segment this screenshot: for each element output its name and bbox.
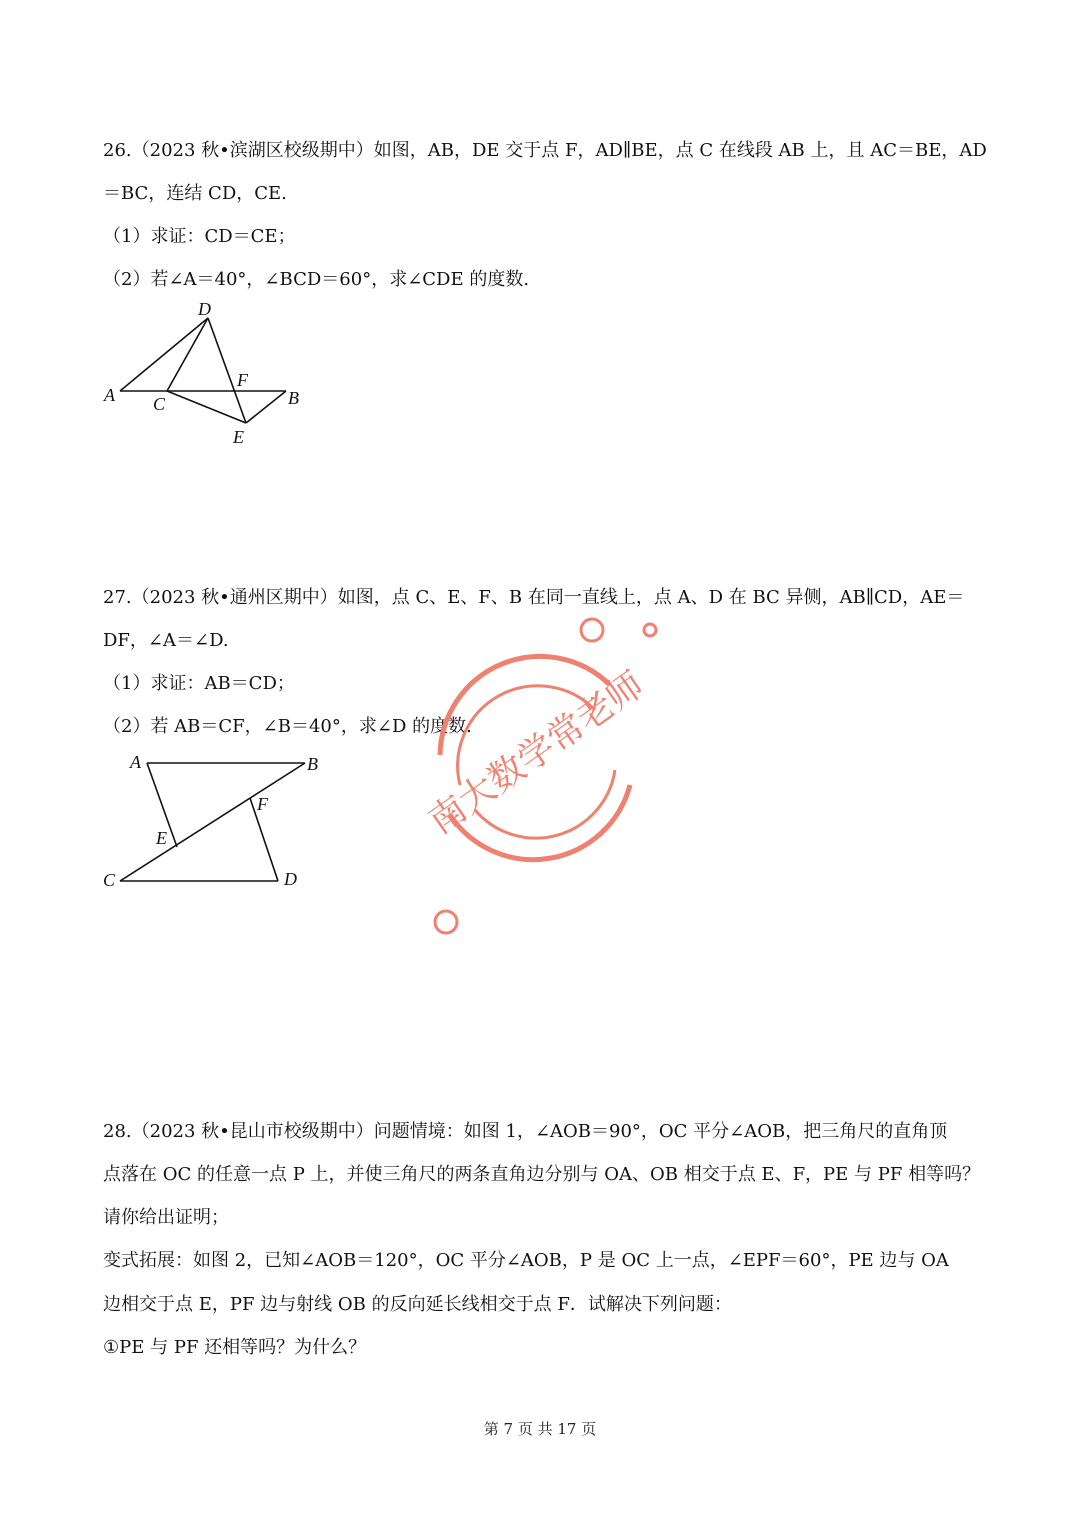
watermark-text: 南大数学常老师 xyxy=(421,664,652,843)
p26-label-D: D xyxy=(198,299,211,319)
p27-label-F: F xyxy=(257,794,268,814)
p26-label-E: E xyxy=(233,427,244,447)
p26-label-C: C xyxy=(153,394,166,414)
p27-line-2: DF，∠A＝∠D. xyxy=(103,630,229,651)
watermark-stamp xyxy=(420,610,670,940)
p26-seg-AD xyxy=(120,318,208,391)
p27-label-B: B xyxy=(307,754,318,774)
p26-seg-BE xyxy=(246,391,286,423)
p26-label-B: B xyxy=(288,388,299,408)
p26-line-1: 26.（2023 秋•滨湖区校级期中）如图，AB，DE 交于点 F，AD∥BE，点 C 在线段 AB 上，且 AC＝BE，AD xyxy=(103,140,987,161)
p28-line-4: 变式拓展：如图 2，已知∠AOB＝120°，OC 平分∠AOB，P 是 OC 上一点，∠EPF＝60°，PE 边与 OA xyxy=(103,1250,949,1271)
p26-label-F: F xyxy=(237,370,248,390)
p28-line-3: 请你给出证明； xyxy=(103,1207,229,1228)
p28-line-6: ①PE 与 PF 还相等吗？为什么？ xyxy=(103,1337,367,1358)
p27-seg-CB xyxy=(120,763,305,881)
p26-label-A: A xyxy=(104,385,115,405)
p27-line-4: （2）若 AB＝CF，∠B＝40°，求∠D 的度数. xyxy=(103,716,472,737)
p26-line-4: （2）若∠A＝40°，∠BCD＝60°，求∠CDE 的度数. xyxy=(103,269,530,290)
p27-label-D: D xyxy=(284,869,297,889)
p26-figure xyxy=(100,296,320,456)
p28-line-2: 点落在 OC 的任意一点 P 上，并使三角尺的两条直角边分别与 OA、OB 相交于点 E、F，PE 与 PF 相等吗？ xyxy=(103,1164,981,1185)
p28-line-1: 28.（2023 秋•昆山市校级期中）问题情境：如图 1，∠AOB＝90°，OC 平分∠AOB，把三角尺的直角顶 xyxy=(103,1121,948,1142)
p28-line-5: 边相交于点 E，PF 边与射线 OB 的反向延长线相交于点 F．试解决下列问题： xyxy=(103,1294,732,1315)
p26-seg-DC xyxy=(167,318,208,391)
p27-line-1: 27.（2023 秋•通州区期中）如图，点 C、E、F、B 在同一直线上，点 A、D 在 BC 异侧，AB∥CD，AE＝ xyxy=(103,587,965,608)
p26-line-3: （1）求证：CD＝CE； xyxy=(103,226,296,247)
p27-line-3: （1）求证：AB＝CD； xyxy=(103,673,295,694)
p26-seg-CE xyxy=(167,391,246,423)
p27-label-E: E xyxy=(156,828,167,848)
page-footer: 第 7 页 共 17 页 xyxy=(483,1420,597,1438)
p27-label-A: A xyxy=(130,752,141,772)
p26-line-2: ＝BC，连结 CD，CE. xyxy=(103,183,287,204)
p27-figure xyxy=(100,750,340,900)
p27-label-C: C xyxy=(103,870,116,890)
